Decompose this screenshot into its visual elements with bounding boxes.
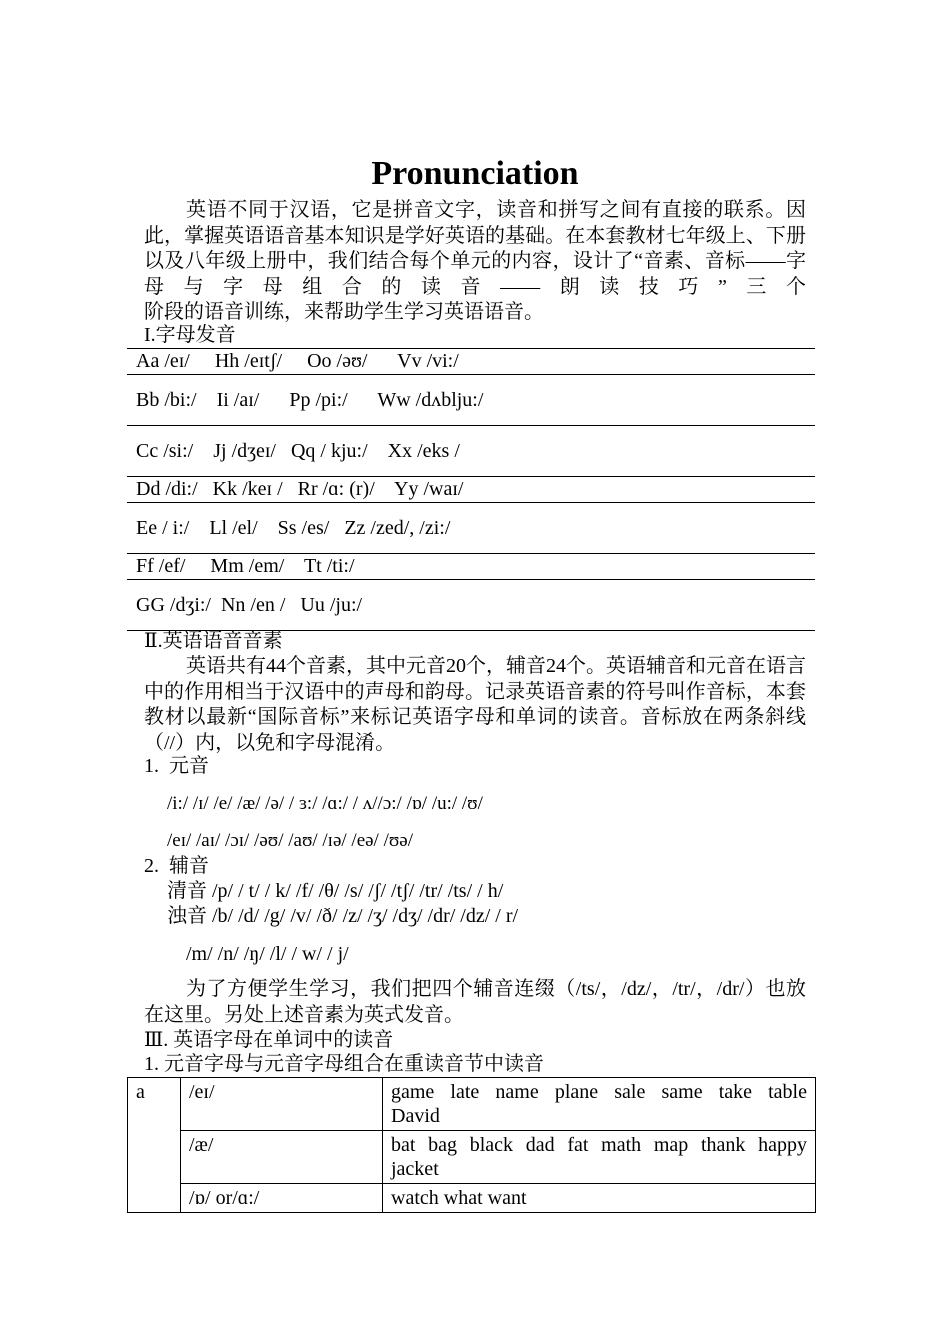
section2-heading: Ⅱ.英语语音音素 <box>144 630 283 652</box>
phoneme-paragraph: 英语共有44个音素，其中元音20个，辅音24个。英语辅音和元音在语言中的作用相当于汉语中的声母和韵母。记录英语音素的符号叫作音标，本套教材以最新“国际音标”来标记英语字母和单词的读音。音标放在两条斜线（//）内，以免和字母混淆。 <box>144 655 806 754</box>
table-row <box>128 1184 816 1213</box>
example-words: bat bag black dad fat math map thank happy <box>391 1134 807 1156</box>
letter-row: Cc /si:/ Jj /dʒeɪ/ Qq / kju:/ Xx /eks / <box>127 425 815 476</box>
voiced-consonants: 浊音 /b/ /d/ /g/ /v/ /ð/ /z/ /ʒ/ /dʒ/ /dr/ /dz/ / r/ <box>167 905 519 927</box>
letter-pronunciation-table <box>127 348 815 631</box>
example-words-end: jacket <box>391 1158 439 1180</box>
sound-cell: /eɪ/ <box>181 1078 383 1131</box>
vowel-letter-table <box>127 1077 816 1213</box>
letter-row: Dd /di:/ Kk /keɪ / Rr /ɑ: (r)/ Yy /waɪ/ <box>127 476 815 502</box>
vowels-label: 1. 元音 <box>144 755 209 777</box>
consonants-label: 2. 辅音 <box>144 855 209 877</box>
page-title: Pronunciation <box>371 155 579 192</box>
intro-text-end: 阶段的语音训练，来帮助学生学习英语语音。 <box>144 301 544 323</box>
example-words: watch what want <box>391 1187 527 1209</box>
diphthongs-line: /eɪ/ /aɪ/ /ɔɪ/ /əʊ/ /aʊ/ /ɪə/ /eə/ /ʊə/ <box>167 830 414 851</box>
section3-heading: Ⅲ. 英语字母在单词中的读音 <box>144 1029 394 1051</box>
intro-paragraph-end <box>144 300 806 326</box>
letter-row: Ff /ef/ Mm /em/ Tt /ti:/ <box>127 553 815 579</box>
vowels-line: /i:/ /ɪ/ /e/ /æ/ /ə/ / ɜ:/ /ɑ:/ / ʌ//ɔ:/ /ɒ/ /u:/ /ʊ/ <box>167 793 483 814</box>
section1-heading: I.字母发音 <box>144 324 236 346</box>
words-cell <box>383 1184 816 1213</box>
letter-cell: a <box>128 1078 181 1213</box>
example-words-end: David <box>391 1105 440 1127</box>
other-consonants: /m/ /n/ /ŋ/ /l/ / w/ / j/ <box>186 943 349 965</box>
sound-cell: /æ/ <box>181 1131 383 1184</box>
sound-cell: /ɒ/ or/ɑ:/ <box>181 1184 383 1213</box>
letter-row: GG /dʒi:/ Nn /en / Uu /ju:/ <box>127 579 815 631</box>
letter-row: Bb /bi:/ Ii /aɪ/ Pp /pi:/ Ww /dʌblju:/ <box>127 374 815 425</box>
intro-paragraph <box>144 198 806 300</box>
section3-subheading: 1. 元音字母与元音字母组合在重读音节中读音 <box>144 1053 544 1075</box>
letter-row: Ee / i:/ Ll /el/ Ss /es/ Zz /zed/, /zi:/ <box>127 502 815 553</box>
voiceless-consonants: 清音 /p/ / t/ / k/ /f/ /θ/ /s/ /ʃ/ /tʃ/ /tr/ /ts/ / h/ <box>167 880 504 902</box>
words-cell <box>383 1078 816 1131</box>
table-row <box>128 1078 816 1131</box>
letter-row: Aa /eɪ/ Hh /eɪtʃ/ Oo /əʊ/ Vv /vi:/ <box>127 348 815 374</box>
words-cell <box>383 1131 816 1184</box>
intro-text: 英语不同于汉语，它是拼音文字，读音和拼写之间有直接的联系。因此，掌握英语语音基本知识是学好英语的基础。在本套教材七年级上、下册以及八年级上册中，我们结合每个单元的内容，设计了“音素、音标——字母与字母组合的读音——朗读技巧”三个 <box>144 199 806 298</box>
example-words: game late name plane sale same take table <box>391 1081 807 1103</box>
table-row <box>128 1131 816 1184</box>
consonant-cluster-note: 为了方便学生学习，我们把四个辅音连缀（/ts/，/dz/，/tr/，/dr/）也放在这里。另处上述音素为英式发音。 <box>144 978 806 1026</box>
